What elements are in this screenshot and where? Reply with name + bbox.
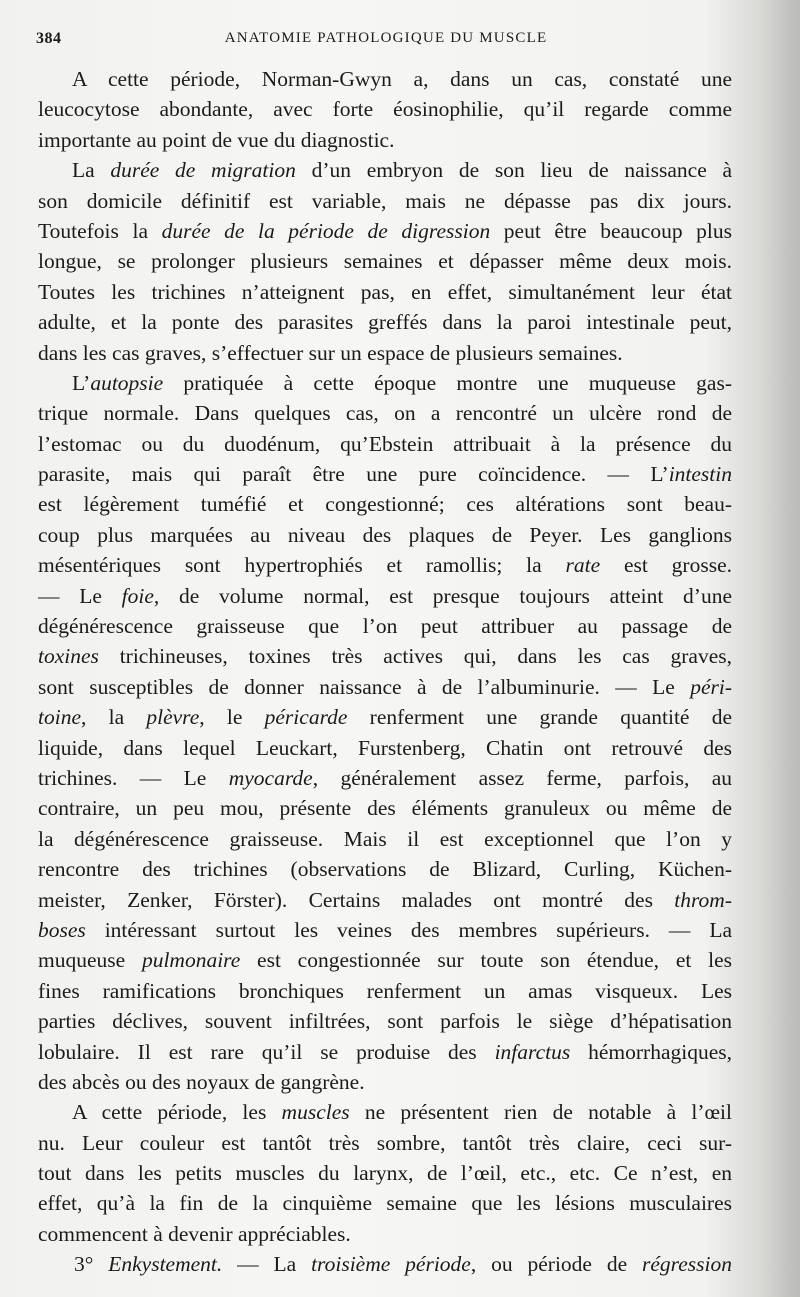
text-line <box>38 520 732 550</box>
text-segment: commencent à devenir appréciables. <box>38 1221 351 1246</box>
text-segment: est congestionnée sur toute son étendue, et les <box>240 948 732 973</box>
text-segment: est grosse. <box>600 553 732 578</box>
text-segment: trichineuses, toxines très actives qui, dans les cas graves, <box>98 644 732 669</box>
text-segment: dans les cas graves, s’effectuer sur un espace de plusieurs semaines. <box>38 340 623 365</box>
text-line <box>38 885 732 915</box>
text-line <box>38 824 732 854</box>
text-line <box>38 246 732 276</box>
text-segment: muqueuse <box>38 948 142 973</box>
text-segment: peut être beaucoup plus <box>490 218 732 243</box>
text-line <box>38 155 732 185</box>
text-segment: adulte, et la ponte des parasites greffés dans la paroi intestinale peut, <box>38 310 732 335</box>
italic-term: Enkystement. <box>108 1252 223 1277</box>
text-segment: 3° <box>74 1252 109 1277</box>
text-line <box>38 307 732 337</box>
text-segment: , ou période de <box>470 1252 643 1277</box>
text-line <box>38 1188 732 1218</box>
text-segment: tout dans les petits muscles du larynx, de l’œil, etc., etc. Ce n’est, en <box>38 1161 732 1186</box>
text-line <box>38 368 732 398</box>
text-segment: contraire, un peu mou, présente des éléments granuleux ou même de <box>38 796 732 821</box>
italic-term: troisième période <box>311 1252 471 1277</box>
text-segment: meister, Zenker, Förster). Certains malades ont montré des <box>38 887 675 912</box>
text-segment: , généralement assez ferme, parfois, au <box>312 765 732 790</box>
text-segment: des abcès ou des noyaux de gangrène. <box>38 1069 365 1094</box>
text-segment: d’un embryon de son lieu de naissance à <box>295 158 732 183</box>
italic-term: myocarde <box>228 765 313 790</box>
text-line <box>38 1249 732 1279</box>
body-text <box>38 64 732 1280</box>
text-segment: nu. Leur couleur est tantôt très sombre, tantôt très claire, ceci sur- <box>38 1130 732 1155</box>
text-segment: intéressant surtout les veines des membres supérieurs. — La <box>85 917 732 942</box>
text-line <box>38 763 732 793</box>
text-segment: L’ <box>72 370 91 395</box>
text-line <box>38 672 732 702</box>
text-segment: est légèrement tuméfié et congestionné; ces altérations sont beau- <box>38 492 732 517</box>
text-line <box>38 611 732 641</box>
text-segment: , de volume normal, est presque toujours atteint d’une <box>153 583 732 608</box>
text-line <box>38 459 732 489</box>
text-line <box>38 550 732 580</box>
italic-term: autopsie <box>90 370 164 395</box>
text-segment: A cette période, les <box>72 1100 282 1125</box>
italic-term: muscles <box>281 1100 350 1125</box>
text-line <box>38 1037 732 1067</box>
text-line <box>38 489 732 519</box>
text-line <box>38 945 732 975</box>
text-segment: Toutes les trichines n’atteignent pas, en effet, simultanément leur état <box>38 279 732 304</box>
italic-term: boses <box>38 917 86 942</box>
text-segment: coup plus marquées au niveau des plaques de Peyer. Les ganglions <box>38 522 732 547</box>
text-segment: longue, se prolonger plusieurs semaines et dépasser même deux mois. <box>38 249 732 274</box>
text-line <box>38 976 732 1006</box>
italic-term: pulmonaire <box>141 948 241 973</box>
italic-term: péricarde <box>264 705 348 730</box>
text-segment: parasite, mais qui paraît être une pure coïncidence. — L’ <box>38 462 669 487</box>
text-segment: effet, qu’à la fin de la cinquième semaine que les lésions musculaires <box>38 1191 732 1216</box>
text-segment: son domicile définitif est variable, mais ne dépasse pas dix jours. <box>38 188 732 213</box>
text-segment: trique normale. Dans quelques cas, on a rencontré un ulcère rond de <box>38 401 732 426</box>
text-segment: A cette période, Norman-Gwyn a, dans un cas, constaté une <box>72 67 732 91</box>
text-segment: ne présentent rien de notable à l’œil <box>349 1100 732 1125</box>
text-segment: lobulaire. Il est rare qu’il se produise des <box>38 1039 495 1064</box>
text-line <box>38 338 732 368</box>
text-line <box>38 1158 732 1188</box>
text-line <box>38 1097 732 1127</box>
text-segment: , le <box>199 705 265 730</box>
page-header <box>36 30 736 54</box>
text-line <box>38 1006 732 1036</box>
text-segment: sont susceptibles de donner naissance à de l’albuminurie. — Le <box>38 674 691 699</box>
text-line <box>38 581 732 611</box>
page-number: 384 <box>36 30 62 47</box>
italic-term: intestin <box>668 462 732 487</box>
italic-term: foie <box>121 583 154 608</box>
italic-term: durée de migration <box>110 158 296 183</box>
text-line <box>38 702 732 732</box>
text-segment: — La <box>222 1252 312 1277</box>
text-segment: , la <box>81 705 147 730</box>
text-line <box>38 793 732 823</box>
text-segment: parties déclives, souvent infiltrées, sont parfois le siège d’hépatisation <box>38 1009 732 1034</box>
text-line <box>38 854 732 884</box>
text-line <box>38 277 732 307</box>
text-segment: dégénérescence graisseuse que l’on peut attribuer au passage de <box>38 614 732 639</box>
text-segment: La <box>72 158 111 183</box>
italic-term: régression <box>642 1252 732 1277</box>
text-segment: renferment une grande quantité de <box>347 705 732 730</box>
text-line <box>38 216 732 246</box>
text-segment: la dégénérescence graisseuse. Mais il est exceptionnel que l’on y <box>38 826 732 851</box>
text-segment: trichines. — Le <box>38 765 229 790</box>
text-segment: liquide, dans lequel Leuckart, Furstenberg, Chatin ont retrouvé des <box>38 735 732 760</box>
italic-term: durée de la période de digression <box>161 218 491 243</box>
text-segment: pratiquée à cette époque montre une muqueuse gas- <box>163 370 732 395</box>
text-segment: mésentériques sont hypertrophiés et ramollis; la <box>38 553 566 578</box>
text-segment: — Le <box>38 583 122 608</box>
text-line <box>38 186 732 216</box>
running-title: ANATOMIE PATHOLOGIQUE DU MUSCLE <box>224 30 548 46</box>
text-segment: rencontre des trichines (observations de Blizard, Curling, Küchen- <box>38 857 732 882</box>
text-line <box>38 915 732 945</box>
text-line <box>38 94 732 124</box>
italic-term: toine <box>38 705 81 730</box>
italic-term: rate <box>565 553 601 578</box>
text-segment: leucocytose abondante, avec forte éosinophilie, qu’il regarde comme <box>38 97 732 122</box>
text-line <box>38 64 732 94</box>
italic-term: throm- <box>674 887 732 912</box>
text-segment: importante au point de vue du diagnostic. <box>38 127 395 152</box>
text-line <box>38 125 732 155</box>
text-line <box>38 429 732 459</box>
italic-term: plèvre <box>146 705 200 730</box>
text-line <box>38 641 732 671</box>
text-segment: Toutefois la <box>38 218 162 243</box>
text-line <box>38 733 732 763</box>
text-line <box>38 1219 732 1249</box>
text-segment: l’estomac ou du duodénum, qu’Ebstein attribuait à la présence du <box>38 431 732 456</box>
text-segment: hémorrhagiques, <box>570 1039 732 1064</box>
italic-term: toxines <box>38 644 99 669</box>
text-line <box>38 1067 732 1097</box>
text-segment: fines ramifications bronchiques renferment un amas visqueux. Les <box>38 978 732 1003</box>
text-line <box>38 1128 732 1158</box>
italic-term: infarctus <box>494 1039 571 1064</box>
italic-term: péri- <box>690 674 732 699</box>
text-line <box>38 398 732 428</box>
